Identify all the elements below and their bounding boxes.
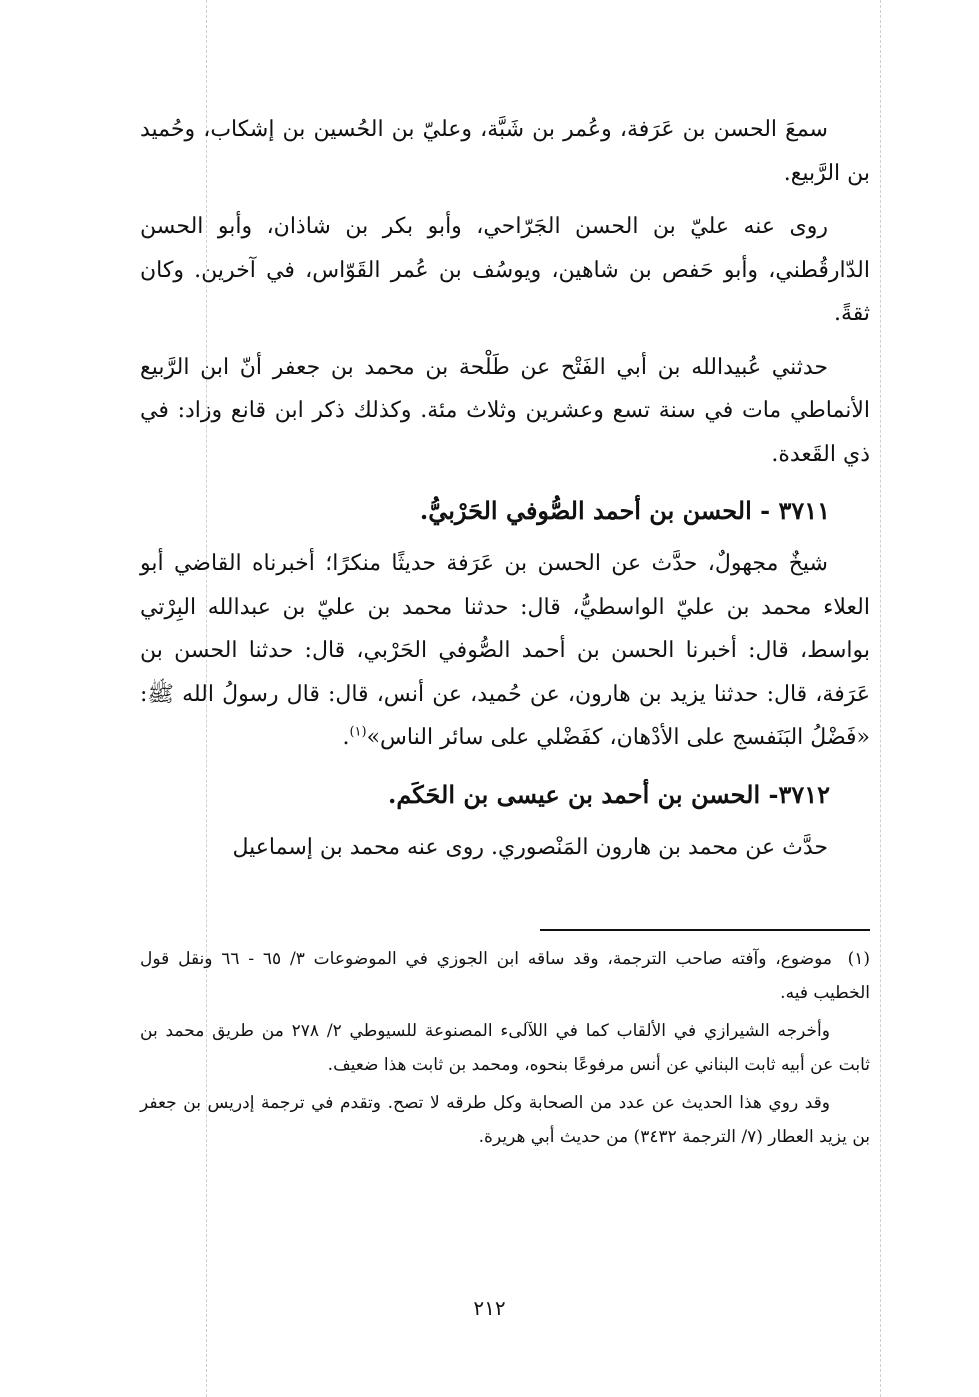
footnote-divider: [540, 929, 870, 931]
entry-heading-3712: ٣٧١٢- الحسن بن أحمد بن عيسى بن الحَكَم.: [387, 779, 830, 809]
entry-text-3712: حدَّث عن محمد بن هارون المَنْصوري. روى عنه محمد بن إسماعيل: [232, 834, 828, 860]
footnote-1-paragraph-2: وأخرجه الشيرازي في الألقاب كما في اللآلىء المصنوعة للسيوطي ٢/ ٢٧٨ من طريق محمد بن ثابت عن أبيه ثابت البناني عن أنس مرفوعًا بنحوه، ومحمد بن ثابت هذا ضعيف.: [140, 1021, 870, 1075]
body-paragraph: حدثني عُبيدالله بن أبي الفَتْح عن طَلْحة بن محمد بن جعفر أنّ ابن الرَّبيع الأنماطي مات في سنة تسع وعشرين وثلاث مئة. وكذلك ذكر ابن قانع وزاد: في ذي القَعدة.: [140, 354, 870, 467]
body-paragraph: روى عنه عليّ بن الحسن الجَرّاحي، وأبو بكر بن شاذان، وأبو الحسن الدّارقُطني، وأبو حَفص بن شاهين، ويوسُف بن عُمر القَوّاس، في آخرين. وكان ثقةً.: [140, 214, 870, 326]
footnote-number: (١): [847, 949, 870, 969]
main-text: [140, 108, 870, 879]
footnotes: [140, 942, 870, 1158]
faint-column-rule: [880, 0, 881, 1397]
entry-text-3711: [140, 542, 870, 760]
entry-heading-3711: ٣٧١١ - الحسن بن أحمد الصُّوفي الحَرْبيُّ.: [419, 496, 830, 525]
page-number: ٢١٢: [473, 1296, 506, 1320]
footnote-1: [140, 942, 870, 1010]
entry-text-3711-body: شيخٌ مجهولٌ، حدَّث عن الحسن بن عَرَفة حديثًا منكرًا؛ أخبرناه القاضي أبو العلاء محمد بن عليّ الواسطيُّ، قال: حدثنا محمد بن عليّ بن عبدالله البِرْتي بواسط، قال: أخبرنا الحسن بن أحمد الصُّوفي الحَرْبي، قال: حدثنا الحسن بن عَرَفة، قال: حدثنا يزيد بن هارون، عن حُميد، عن أنس، قال: قال رسولُ الله ﷺ: «فَضْلُ البَنَفسج على الأدْهان، كفَضْلي على سائر الناس»: [140, 551, 870, 750]
entry-text-3711-end: .: [342, 725, 350, 750]
footnote-1-paragraph-3: وقد روي هذا الحديث عن عدد من الصحابة وكل طرقه لا تصح. وتقدم في ترجمة إدريس بن جعفر بن يزيد العطار (٧/ الترجمة ٣٤٣٢) من حديث أبي هريرة.: [140, 1093, 870, 1147]
footnote-ref[interactable]: (١): [349, 724, 367, 740]
footnote-1-text: موضوع، وآفته صاحب الترجمة، وقد ساقه ابن الجوزي في الموضوعات ٣/ ٦٥ - ٦٦ ونقل قول الخطيب فيه.: [140, 949, 870, 1003]
body-paragraph: سمعَ الحسن بن عَرَفة، وعُمر بن شَبَّة، وعليّ بن الحُسين بن إشكاب، وحُميد بن الرَّبيع.: [140, 117, 870, 186]
